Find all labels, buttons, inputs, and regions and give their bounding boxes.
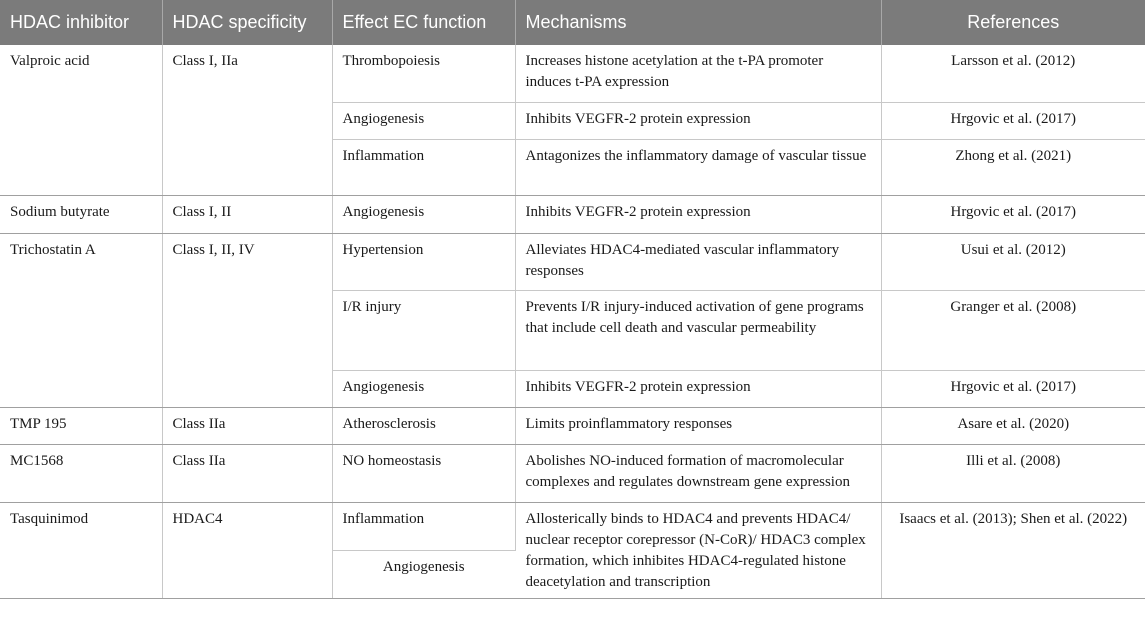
table-row: [0, 233, 1145, 290]
effect-cell: Angiogenesis: [332, 550, 515, 598]
header-references: References: [881, 0, 1145, 45]
reference-cell: Hrgovic et al. (2017): [881, 102, 1145, 139]
table-row: [0, 45, 1145, 102]
effect-cell: Inflammation: [332, 139, 515, 195]
reference-cell: Illi et al. (2008): [881, 444, 1145, 502]
effect-cell: Angiogenesis: [332, 102, 515, 139]
reference-cell: Hrgovic et al. (2017): [881, 195, 1145, 233]
specificity-cell: Class IIa: [162, 444, 332, 502]
table-row: [0, 502, 1145, 550]
header-mechanisms: Mechanisms: [515, 0, 881, 45]
specificity-cell: Class I, II, IV: [162, 233, 332, 407]
inhibitor-cell: TMP 195: [0, 407, 162, 444]
reference-cell: Granger et al. (2008): [881, 290, 1145, 370]
specificity-cell: Class IIa: [162, 407, 332, 444]
inhibitor-cell: Trichostatin A: [0, 233, 162, 407]
effect-cell: NO homeostasis: [332, 444, 515, 502]
specificity-cell: Class I, II: [162, 195, 332, 233]
inhibitor-cell: Tasquinimod: [0, 502, 162, 598]
mechanism-cell: Inhibits VEGFR-2 protein expression: [515, 370, 881, 407]
header-effect: Effect EC function: [332, 0, 515, 45]
effect-cell: Thrombopoiesis: [332, 45, 515, 102]
effect-cell: Atherosclerosis: [332, 407, 515, 444]
header-inhibitor: HDAC inhibitor: [0, 0, 162, 45]
table-row: [0, 407, 1145, 444]
inhibitor-cell: Sodium butyrate: [0, 195, 162, 233]
mechanism-cell: Increases histone acetylation at the t-PA promoter induces t-PA expression: [515, 45, 881, 102]
inhibitor-cell: MC1568: [0, 444, 162, 502]
effect-cell: Inflammation: [332, 502, 515, 550]
reference-cell: Larsson et al. (2012): [881, 45, 1145, 102]
effect-cell: Angiogenesis: [332, 370, 515, 407]
mechanism-cell: Limits proinflammatory responses: [515, 407, 881, 444]
mechanism-cell: Prevents I/R injury-induced activation of gene programs that include cell death and vascular permeability: [515, 290, 881, 370]
specificity-cell: HDAC4: [162, 502, 332, 598]
effect-cell: Angiogenesis: [332, 195, 515, 233]
reference-cell: Asare et al. (2020): [881, 407, 1145, 444]
mechanism-cell: Allosterically binds to HDAC4 and prevents HDAC4/ nuclear receptor corepressor (N-CoR)/ HDAC3 complex formation, which inhibites HDAC4-regulated histone deacetylation and transcription: [515, 502, 881, 598]
header-specificity: HDAC specificity: [162, 0, 332, 45]
mechanism-cell: Alleviates HDAC4-mediated vascular inflammatory responses: [515, 233, 881, 290]
reference-cell: Hrgovic et al. (2017): [881, 370, 1145, 407]
effect-cell: I/R injury: [332, 290, 515, 370]
table-row: [0, 195, 1145, 233]
reference-cell: Usui et al. (2012): [881, 233, 1145, 290]
header-row: [0, 0, 1145, 45]
mechanism-cell: Inhibits VEGFR-2 protein expression: [515, 195, 881, 233]
reference-cell: Zhong et al. (2021): [881, 139, 1145, 195]
mechanism-cell: Antagonizes the inflammatory damage of vascular tissue: [515, 139, 881, 195]
mechanism-cell: Abolishes NO-induced formation of macromolecular complexes and regulates downstream gene expression: [515, 444, 881, 502]
table-row: [0, 444, 1145, 502]
mechanism-cell: Inhibits VEGFR-2 protein expression: [515, 102, 881, 139]
reference-cell: Isaacs et al. (2013); Shen et al. (2022): [881, 502, 1145, 598]
specificity-cell: Class I, IIa: [162, 45, 332, 195]
inhibitor-cell: Valproic acid: [0, 45, 162, 195]
effect-cell: Hypertension: [332, 233, 515, 290]
